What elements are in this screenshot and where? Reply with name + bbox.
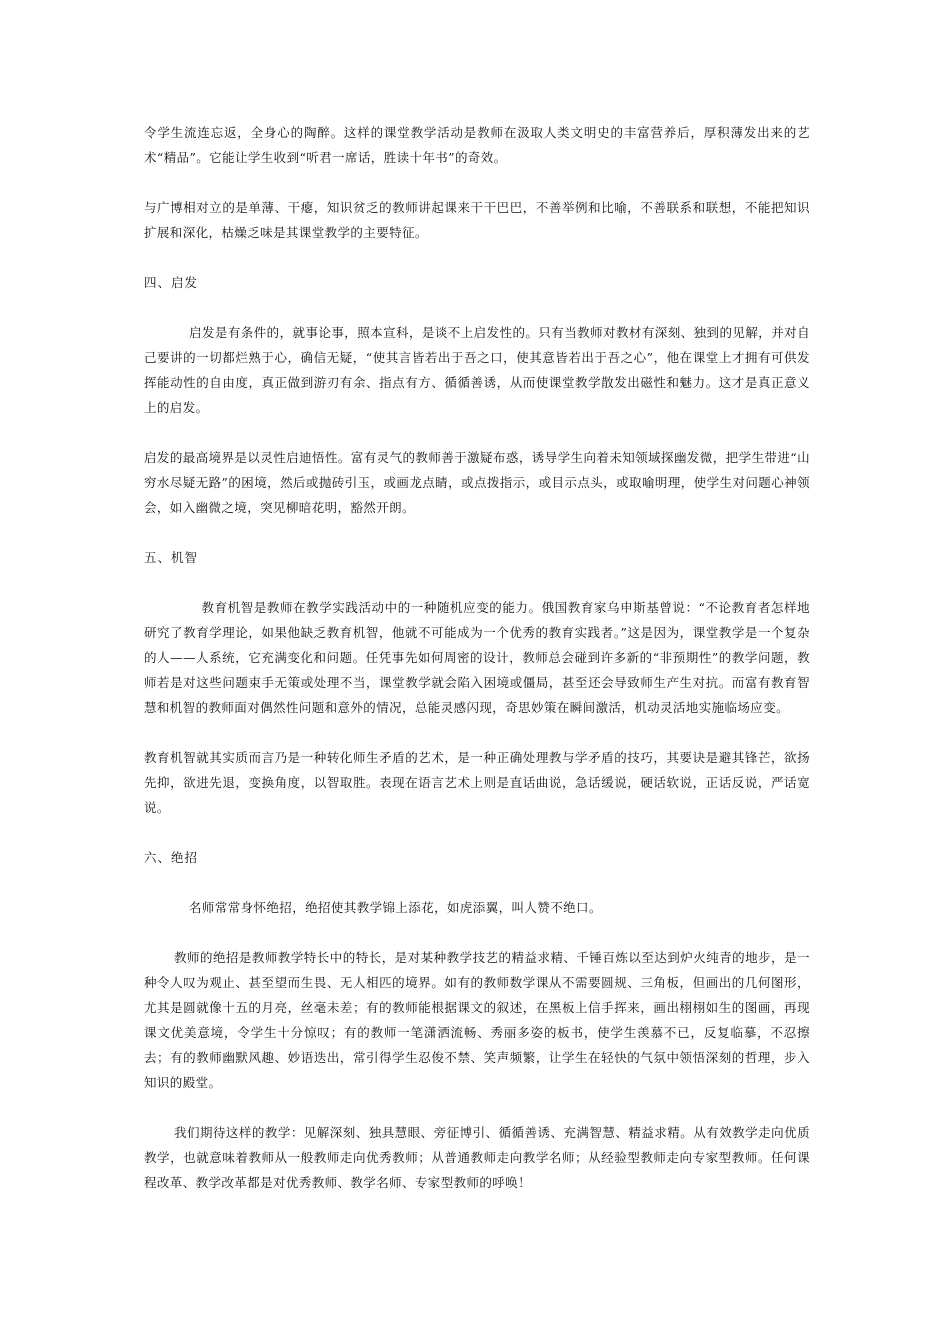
paragraph-classroom-art: 令学生流连忘返，全身心的陶醉。这样的课堂教学活动是教师在汲取人类文明史的丰富营养后，厚积薄发出来的艺术“精品”。它能让学生收到“听君一席话，胜读十年书”的奇效。 [144,125,810,165]
section-heading-wit: 五、机智 [144,550,199,565]
paragraph-master-skill: 名师常常身怀绝招，绝招使其教学锦上添花，如虎添翼，叫人赞不绝口。 [189,900,602,915]
paragraph-thin-knowledge: 与广博相对立的是单薄、干瘪，知识贫乏的教师讲起课来干干巴巴，不善举例和比喻，不善联系和联想，不能把知识扩展和深化，枯燥乏味是其课堂教学的主要特征。 [144,200,810,240]
document-body [144,120,810,1220]
section-heading-inspiration: 四、启发 [144,275,199,290]
section-heading-unique-skill: 六、绝招 [144,850,199,865]
paragraph-teaching-wit: 教育机智是教师在教学实践活动中的一种随机应变的能力。俄国教育家乌申斯基曾说：“不论教育者怎样地研究了教育学理论，如果他缺乏教育机智，他就不可能成为一个优秀的教育实践者。”这是因为，课堂教学是一个复杂的人——人系统，它充满变化和问题。任凭事先如何周密的设计，教师总会碰到许多新的“非预期性”的教学问题，教师若是对这些问题束手无策或处理不当，课堂教学就会陷入困境或僵局，甚至还会导致师生产生对抗。而富有教育智慧和机智的教师面对偶然性问题和意外的情况，总能灵感闪现，奇思妙策在瞬间激活，机动灵活地实施临场应变。 [144,600,810,715]
paragraph-skill-examples: 教师的绝招是教师教学特长中的特长，是对某种教学技艺的精益求精、千锤百炼以至达到炉火纯青的地步，是一种令人叹为观止、甚至望而生畏、无人相匹的境界。如有的教师数学课从不需要圆规、三角板，但画出的几何图形，尤其是圆就像十五的月亮，丝毫未差；有的教师能根据课文的叙述，在黑板上信手挥来，画出栩栩如生的图画，再现课文优美意境，令学生十分惊叹；有的教师一笔潇洒流畅、秀丽多姿的板书，使学生羡慕不已，反复临摹，不忍擦去；有的教师幽默风趣、妙语迭出，常引得学生忍俊不禁、笑声频繁，让学生在轻快的气氛中领悟深刻的哲理，步入知识的殿堂。 [144,950,810,1090]
paragraph-inspiration-conditions: 启发是有条件的，就事论事，照本宣科，是谈不上启发性的。只有当教师对教材有深刻、独到的见解，并对自己要讲的一切都烂熟于心，确信无疑，“使其言皆若出于吾之口，使其意皆若出于吾之心”，他在课堂上才拥有可供发挥能动性的自由度，真正做到游刃有余、指点有方、循循善诱，从而使课堂教学散发出磁性和魅力。这才是真正意义上的启发。 [144,325,810,415]
paragraph-inspiration-highest: 启发的最高境界是以灵性启迪悟性。富有灵气的教师善于激疑布惑，诱导学生向着未知领域探幽发微，把学生带进“山穷水尽疑无路”的困境，然后或抛砖引玉，或画龙点睛，或点拨指示，或目示点头，或取喻明理，使学生对问题心神领会，如入幽微之境，突见柳暗花明，豁然开朗。 [144,450,810,515]
paragraph-expectation: 我们期待这样的教学：见解深刻、独具慧眼、旁征博引、循循善诱、充满智慧、精益求精。从有效教学走向优质教学，也就意味着教师从一般教师走向优秀教师；从普通教师走向教学名师；从经验型教师走向专家型教师。任何课程改革、教学改革都是对优秀教师、教学名师、专家型教师的呼唤！ [144,1125,810,1190]
paragraph-wit-essence: 教育机智就其实质而言乃是一种转化师生矛盾的艺术，是一种正确处理教与学矛盾的技巧，其要诀是避其锋芒，欲扬先抑，欲进先退，变换角度，以智取胜。表现在语言艺术上则是直话曲说，急话缓说，硬话软说，正话反说，严话宽说。 [144,750,810,815]
